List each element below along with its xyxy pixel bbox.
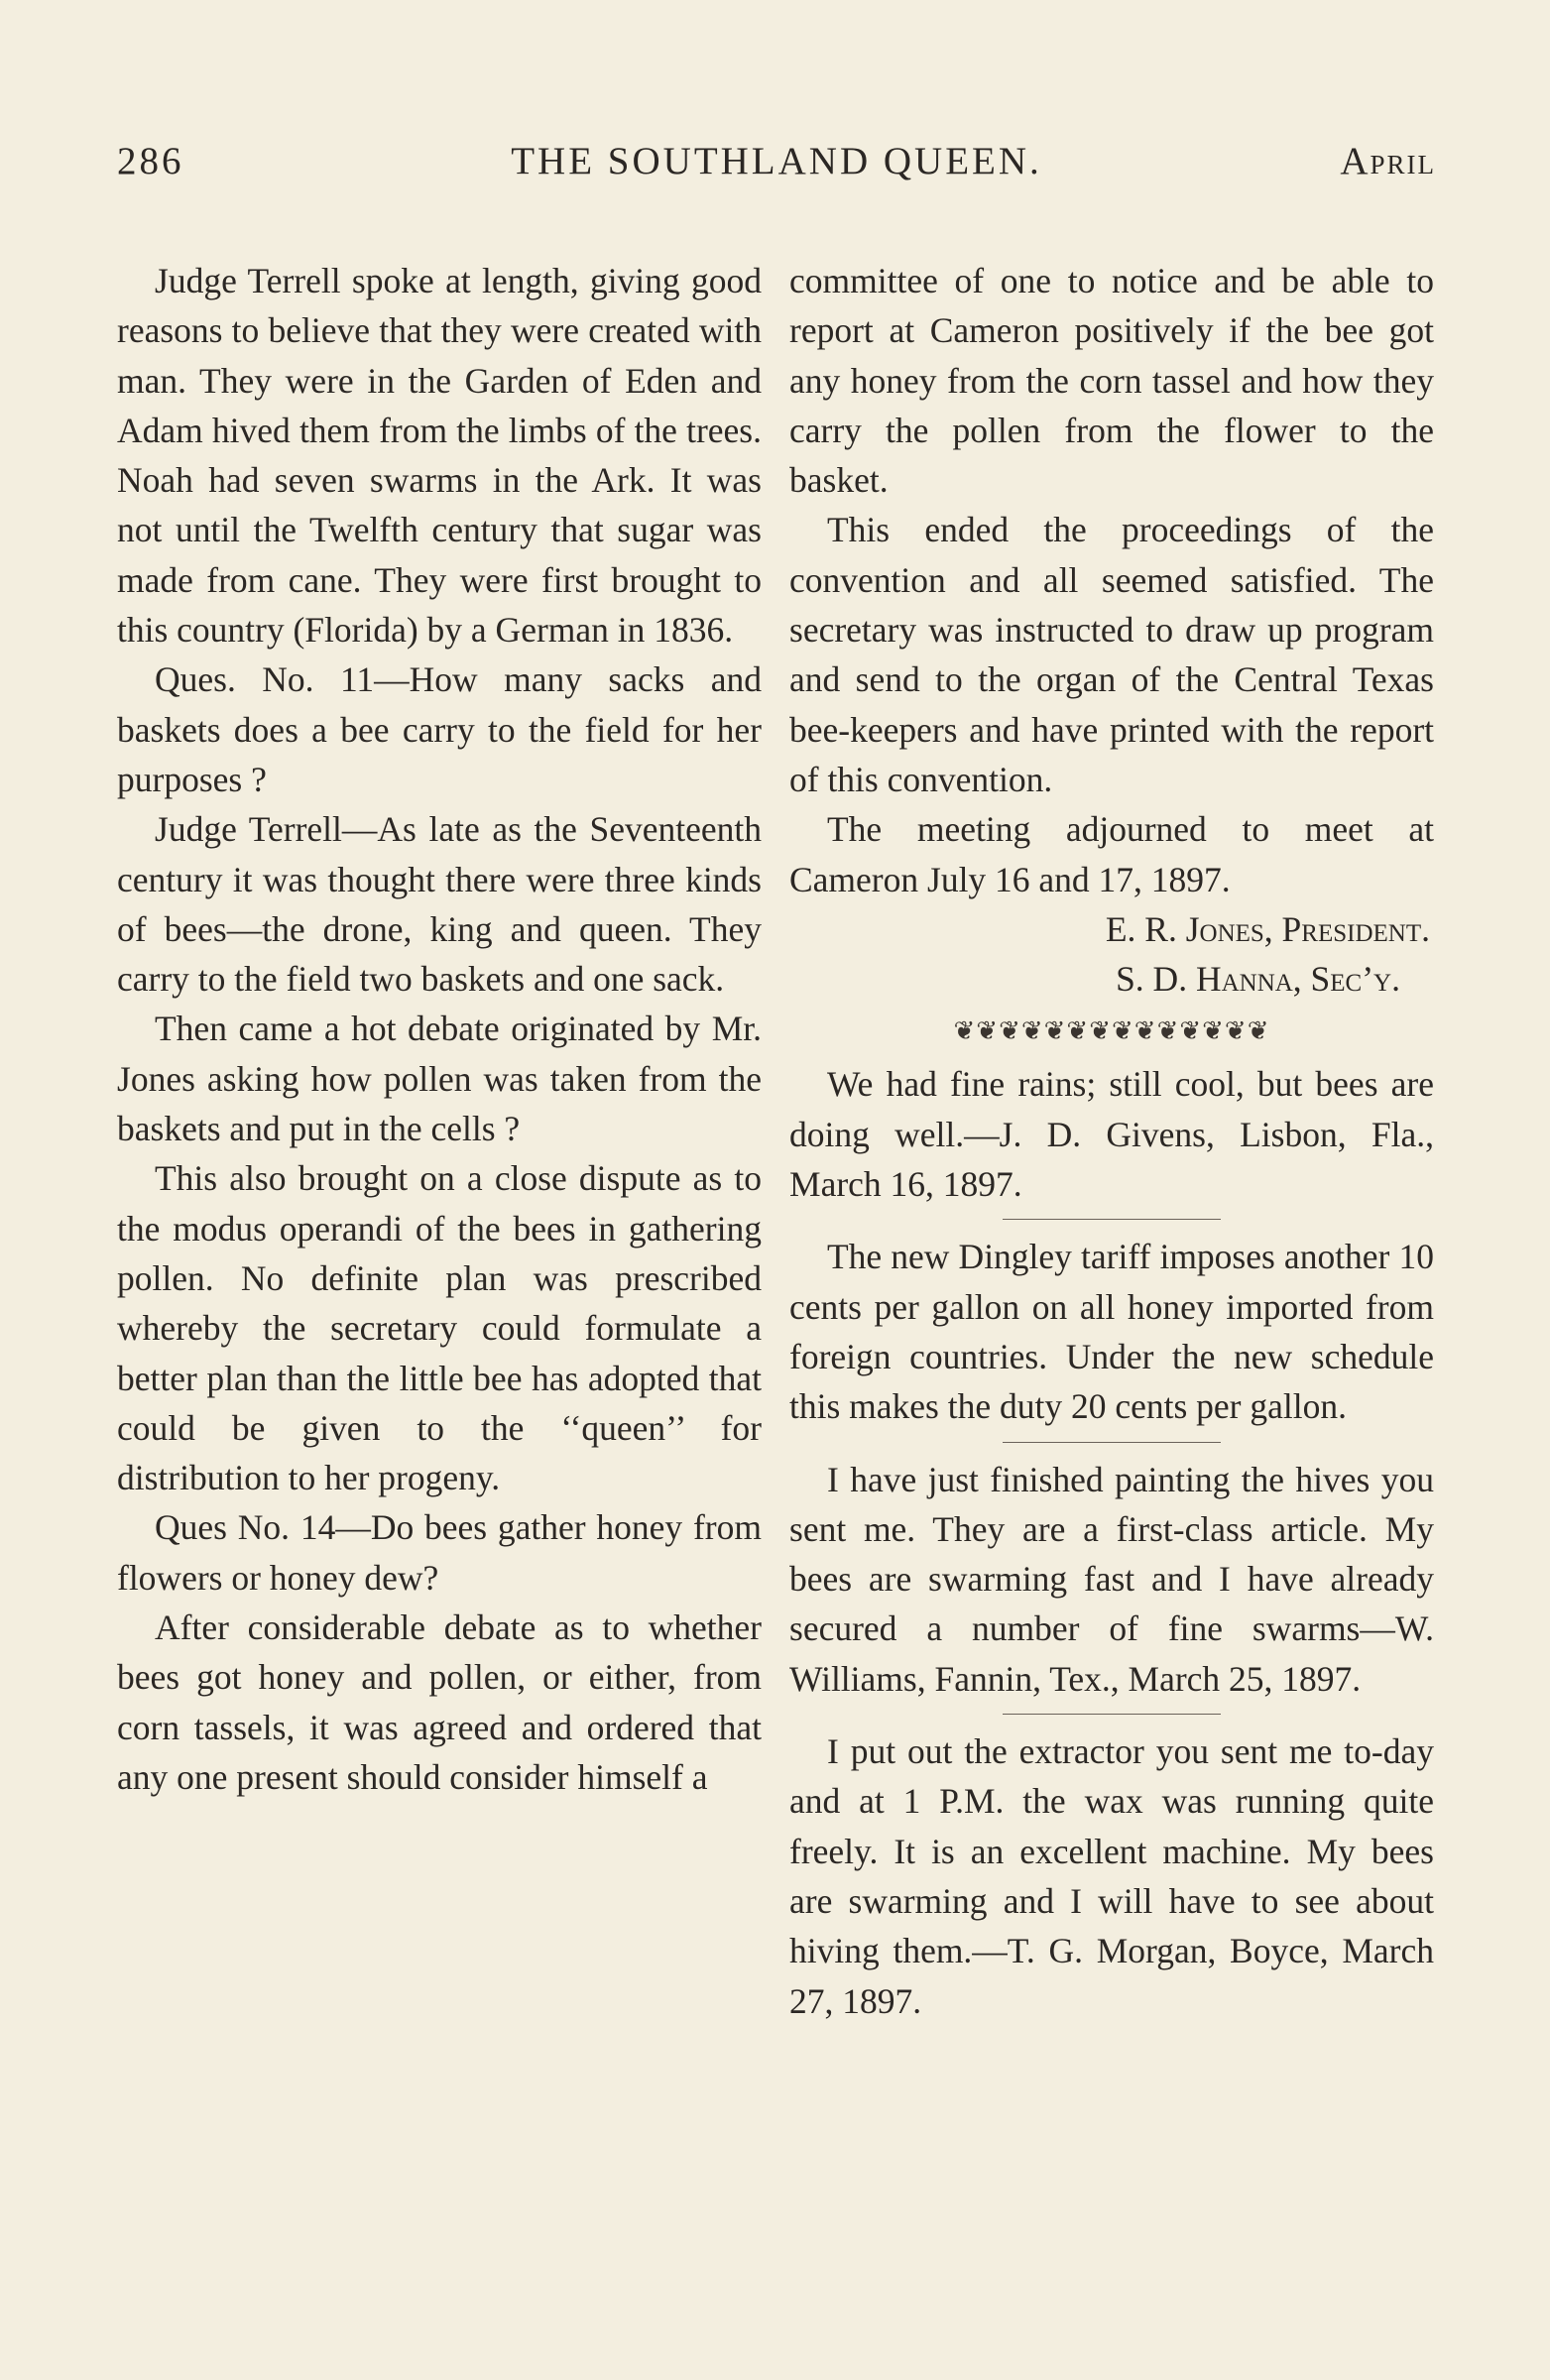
ornament-divider: ❦❦❦❦❦❦❦❦❦❦❦❦❦❦	[953, 1016, 1270, 1046]
news-note: I have just finished painting the hives you sent me. They are a first-class article. My bees are swarming fast and I have already secured a number of fine swarms—W. Williams, Fannin, Tex., March 25, 1897.	[789, 1459, 1434, 1699]
paragraph: Judge Terrell—As late as the Seventeenth century it was thought there were three kinds of bees—the drone, king and queen. They carry to the field two baskets and one sack.	[117, 809, 762, 1000]
issue-month: April	[1340, 140, 1436, 182]
right-column	[789, 256, 1434, 2026]
news-note: We had fine rains; still cool, but bees are doing well.—J. D. Givens, Lisbon, Fla., March 16, 1897.	[789, 1064, 1434, 1205]
news-note: The new Dingley tariff imposes another 10 cents per gallon on all honey imported from foreign countries. Under the new schedule this makes the duty 20 cents per gallon.	[789, 1237, 1434, 1427]
paragraph-continuation: committee of one to notice and be able to report at Cameron positively if the bee got any honey from the corn tassel and how they carry the pollen from the flower to the basket.	[789, 261, 1434, 501]
running-header	[117, 139, 1436, 188]
news-note: I put out the extractor you sent me to-day and at 1 P.M. the wax was running quite freely. It is an excellent machine. My bees are swarming and I will have to see about hiving them.—T. G. Morgan, Boyce, March 27, 1897.	[789, 1731, 1434, 2021]
paragraph: Then came a hot debate originated by Mr. Jones asking how pollen was taken from the baskets and put in the cells ?	[117, 1009, 762, 1149]
paragraph: Judge Terrell spoke at length, giving good reasons to believe that they were created with man. They were in the Garden of Eden and Adam hived them from the limbs of the trees. Noah had seven swarms in the Ark. It was not until the Twelfth century that sugar was made from cane. They were first brought to this country (Florida) by a German in 1836.	[117, 261, 762, 651]
paragraph: Ques. No. 11—How many sacks and baskets does a bee carry to the field for her purposes ?	[117, 659, 762, 799]
journal-title: THE SOUTHLAND QUEEN.	[511, 140, 1042, 182]
signature-secretary: S. D. Hanna, Sec’y.	[1116, 959, 1400, 1000]
paragraph: Ques No. 14—Do bees gather honey from flowers or honey dew?	[117, 1507, 762, 1598]
paragraph: This also brought on a close dispute as to the modus operandi of the bees in gathering pollen. No definite plan was prescribed whereby the secretary could formulate a better plan than the little bee has adopted that could be given to the ‘‘queen’’ for distribution to her progeny.	[117, 1158, 762, 1498]
paragraph: After considerable debate as to whether bees got honey and pollen, or either, from corn tassels, it was agreed and ordered that any one present should consider himself a	[117, 1607, 762, 1797]
section-rule	[1003, 1442, 1221, 1443]
paragraph: This ended the proceedings of the convention and all seemed satisfied. The secretary was instructed to draw up program and send to the organ of the Central Texas bee-keepers and have printed with the report of this convention.	[789, 510, 1434, 799]
paragraph: The meeting adjourned to meet at Cameron July 16 and 17, 1897.	[789, 809, 1434, 899]
left-column	[117, 256, 762, 1802]
page-number: 286	[117, 140, 184, 182]
signature-president: E. R. Jones, President.	[1105, 908, 1430, 949]
section-rule	[1003, 1714, 1221, 1715]
section-rule	[1003, 1219, 1221, 1220]
